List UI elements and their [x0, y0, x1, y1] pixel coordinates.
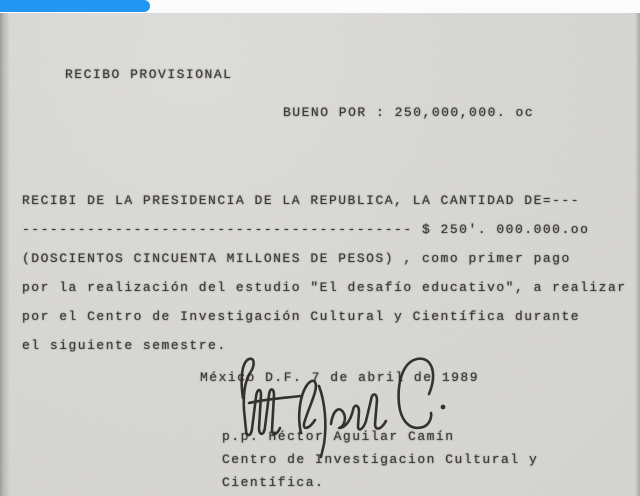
scan-edge-right — [635, 13, 640, 496]
body-line-6: el siguiente semestre. — [22, 338, 227, 353]
scan-edge-left — [0, 13, 10, 496]
loading-progress-bar — [0, 0, 150, 12]
amount-line: BUENO POR : 250,000,000. oc — [283, 105, 535, 120]
organization-line-1: Centro de Investigacion Cultural y — [222, 452, 539, 467]
body-line-4: por la realización del estudio "El desafío educativo", a realizar — [22, 280, 627, 295]
body-line-5: por el Centro de Investigación Cultural y Científica durante — [22, 309, 581, 324]
body-line-1: RECIBI DE LA PRESIDENCIA DE LA REPUBLICA, LA CANTIDAD DE=--- — [22, 193, 581, 208]
body-line-2: ------------------------------------------ $ 250'. 000.000.oo — [22, 222, 590, 237]
date-line: México D.F. 7 de abril de 1989 — [200, 370, 480, 385]
organization-line-2: Científica. — [222, 475, 325, 490]
document-title: RECIBO PROVISIONAL — [65, 67, 233, 82]
body-line-3: (DOSCIENTOS CINCUENTA MILLONES DE PESOS) , como primer pago — [22, 251, 571, 266]
signature-hector-aguilar-camin — [195, 350, 465, 465]
signatory-line: p.p. Héctor Aguilar Camín — [222, 429, 455, 444]
